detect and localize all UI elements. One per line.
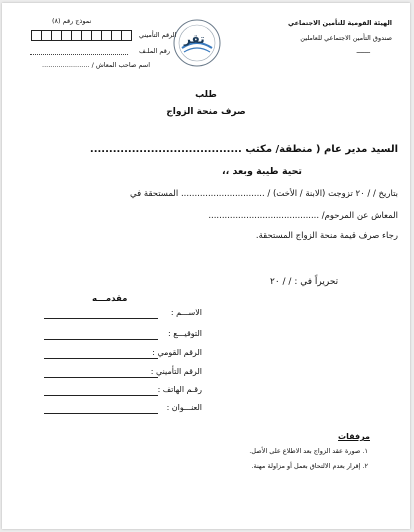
attachment-item: ٢. إقرار بعدم الالتحاق بعمل أو مزاولة مهنة. [251, 462, 368, 470]
greeting: تحية طيبة وبعد ،، [222, 166, 302, 177]
file-number-label: رقم الملـف [139, 47, 170, 55]
applicant-heading: مقدمـــه [92, 294, 128, 304]
field-signature-line[interactable] [44, 339, 158, 340]
org-dash: ـــــــ [356, 47, 370, 55]
field-signature-label: التوقيـــع : [168, 329, 202, 338]
field-name-line[interactable] [44, 318, 158, 319]
title-request: طلب [195, 90, 217, 100]
pension-line: المعاش عن المرحوم/ ......................................... [208, 211, 398, 221]
field-address-line[interactable] [44, 413, 158, 414]
field-phone-line[interactable] [44, 395, 158, 396]
title-marriage-grant: صرف منحة الزواج [166, 107, 246, 117]
field-national-id-label: الرقم القومي : [152, 348, 202, 357]
attachment-item: ١. صورة عقد الزواج بعد الاطلاع على الأصل. [249, 447, 368, 455]
pension-owner-label: اسم صاحب المعاش / ....................... [42, 61, 151, 69]
insurance-number-label: الرقم التأميني [139, 31, 177, 39]
form-page [2, 3, 410, 529]
field-insurance-no-line[interactable] [44, 377, 158, 378]
field-phone-label: رقـم الهاتف : [157, 385, 202, 394]
org-fund: صندوق التأمين الاجتماعي للعاملين [300, 34, 392, 42]
file-number-line[interactable] [30, 54, 128, 55]
date-married-line: بتاريخ / / ٢٠ تزوجت (الابنة / الأخت) / ............................... المستحقة في [130, 189, 398, 199]
org-logo [172, 18, 222, 68]
field-address-label: العنـــوان : [166, 403, 202, 412]
field-national-id-line[interactable] [44, 358, 158, 359]
insurance-number-boxes[interactable] [32, 30, 132, 41]
dated-line: تحريراً في : / / ٢٠ [270, 277, 339, 287]
form-number: نموذج رقم (٨) [52, 17, 92, 25]
field-insurance-no-label: الرقم التأميني : [150, 367, 202, 376]
attachments-heading: مرفقات [338, 432, 370, 441]
logo-text: تقر [184, 32, 205, 46]
org-name: الهيئة القومية للتأمين الاجتماعي [288, 19, 392, 27]
request-line: رجاء صرف قيمة منحة الزواج المستحقة. [255, 231, 398, 241]
addressee-line: السيد مدير عام ( منطقة/ مكتب ........................................ [89, 144, 398, 155]
field-name-label: الاســـم : [170, 308, 202, 317]
